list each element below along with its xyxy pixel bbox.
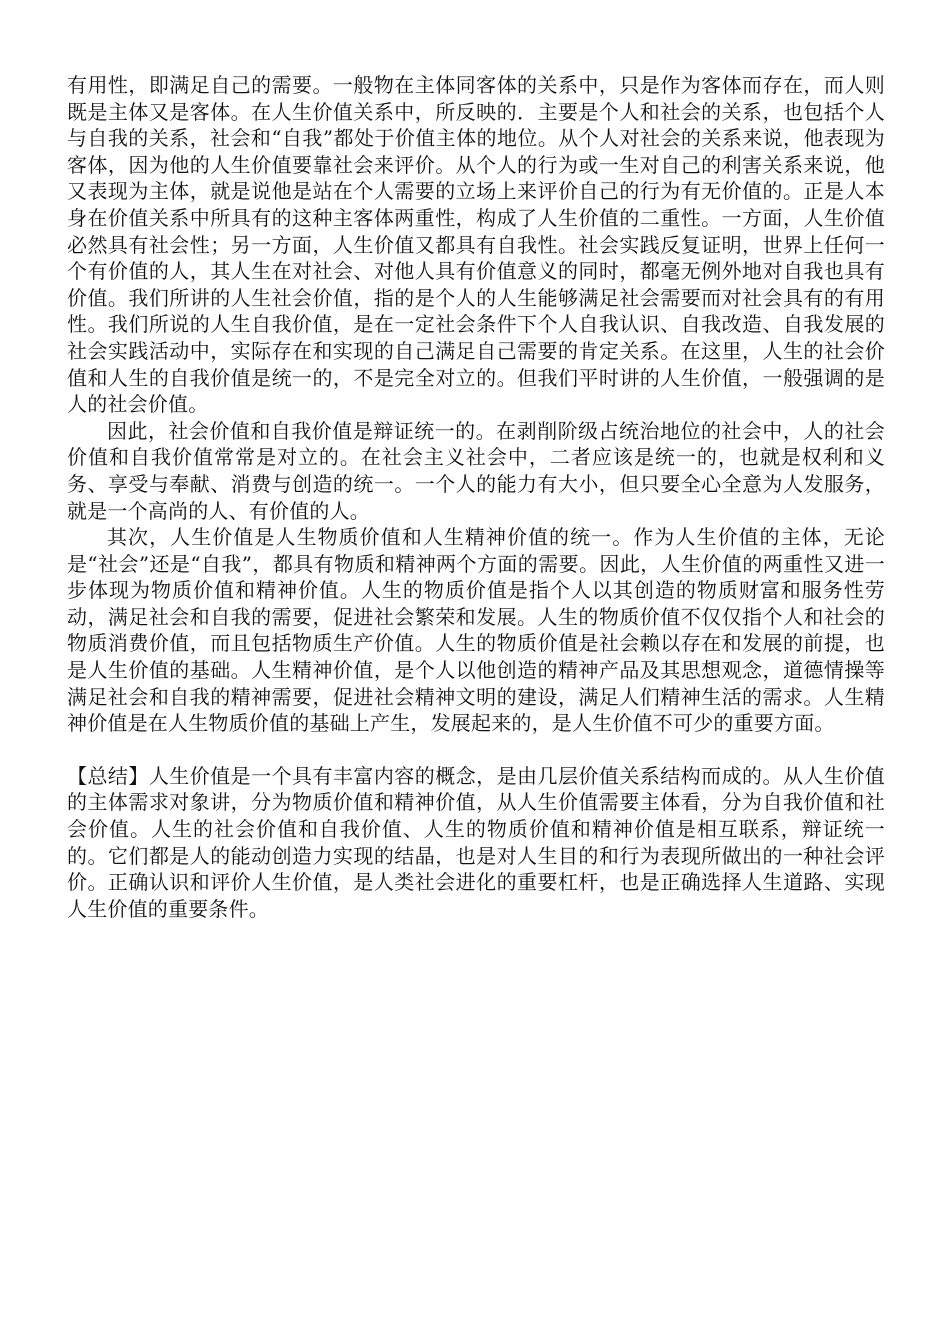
paragraph-material-spiritual: 其次，人生价值是人生物质价值和人生精神价值的统一。作为人生价值的主体，无论是“社会”还是“自我”，都具有物质和精神两个方面的需要。因此，人生价值的两重性又进一步体现为物质价值和精神价值。人生的物质价值是指个人以其创造的物质财富和服务性劳动，满足社会和自我的需要，促进社会繁荣和发展。人生的物质价值不仅仅指个人和社会的物质消费价值，而且包括物质生产价值。人生的物质价值是社会赖以存在和发展的前提，也是人生价值的基础。人生精神价值，是个人以他创造的精神产品及其思想观念，道德情操等满足社会和自我的精神需要，促进社会精神文明的建设，满足人们精神生活的需求。人生精神价值是在人生物质价值的基础上产生，发展起来的，是人生价值不可少的重要方面。 xyxy=(67,525,885,736)
summary-text: 人生价值是一个具有丰富内容的概念，是由几层价值关系结构而成的。从人生价值的主体需求对象讲，分为物质价值和精神价值，从人生价值需要主体看，分为自我价值和社会价值。人生的社会价值和自我价值、人生的物质价值和精神价值是相互联系，辩证统一的。它们都是人的能动创造力实现的结晶，也是对人生目的和行为表现所做出的一种社会评价。正确认识和评价人生价值，是人类社会进化的重要杠杆，也是正确选择人生道路、实现人生价值的重要条件。 xyxy=(67,763,885,921)
summary-paragraph xyxy=(67,763,885,923)
document-page xyxy=(67,72,885,922)
paragraph-continuation: 有用性，即满足自己的需要。一般物在主体同客体的关系中，只是作为客体而存在，而人则既是主体又是客体。在人生价值关系中，所反映的．主要是个人和社会的关系，也包括个人与自我的关系，社会和“自我”都处于价值主体的地位。从个人对社会的关系来说，他表现为客体，因为他的人生价值要靠社会来评价。从个人的行为或一生对自己的利害关系来说，他又表现为主体，就是说他是站在个人需要的立场上来评价自己的行为有无价值的。正是人本身在价值关系中所具有的这种主客体两重性，构成了人生价值的二重性。一方面，人生价值必然具有社会性；另一方面，人生价值又都具有自我性。社会实践反复证明，世界上任何一个有价值的人，其人生在对社会、对他人具有价值意义的同时，都毫无例外地对自我也具有价值。我们所讲的人生社会价值，指的是个人的人生能够满足社会需要而对社会具有的有用性。我们所说的人生自我价值，是在一定社会条件下个人自我认识、自我改造、自我发展的社会实践活动中，实际存在和实现的自己满足自己需要的肯定关系。在这里，人生的社会价值和人生的自我价值是统一的，不是完全对立的。但我们平时讲的人生价值，一般强调的是人的社会价值。 xyxy=(67,73,885,417)
paragraph-spacer xyxy=(67,737,885,763)
summary-label: 【总结】 xyxy=(67,763,149,788)
paragraph-dialectical-unity: 因此，社会价值和自我价值是辩证统一的。在剥削阶级占统治地位的社会中，人的社会价值和自我价值常常是对立的。在社会主义社会中，二者应该是统一的，也就是权利和义务、享受与奉献、消费与创造的统一。一个人的能力有大小，但只要全心全意为人发服务，就是一个高尚的人、有价值的人。 xyxy=(67,418,885,523)
